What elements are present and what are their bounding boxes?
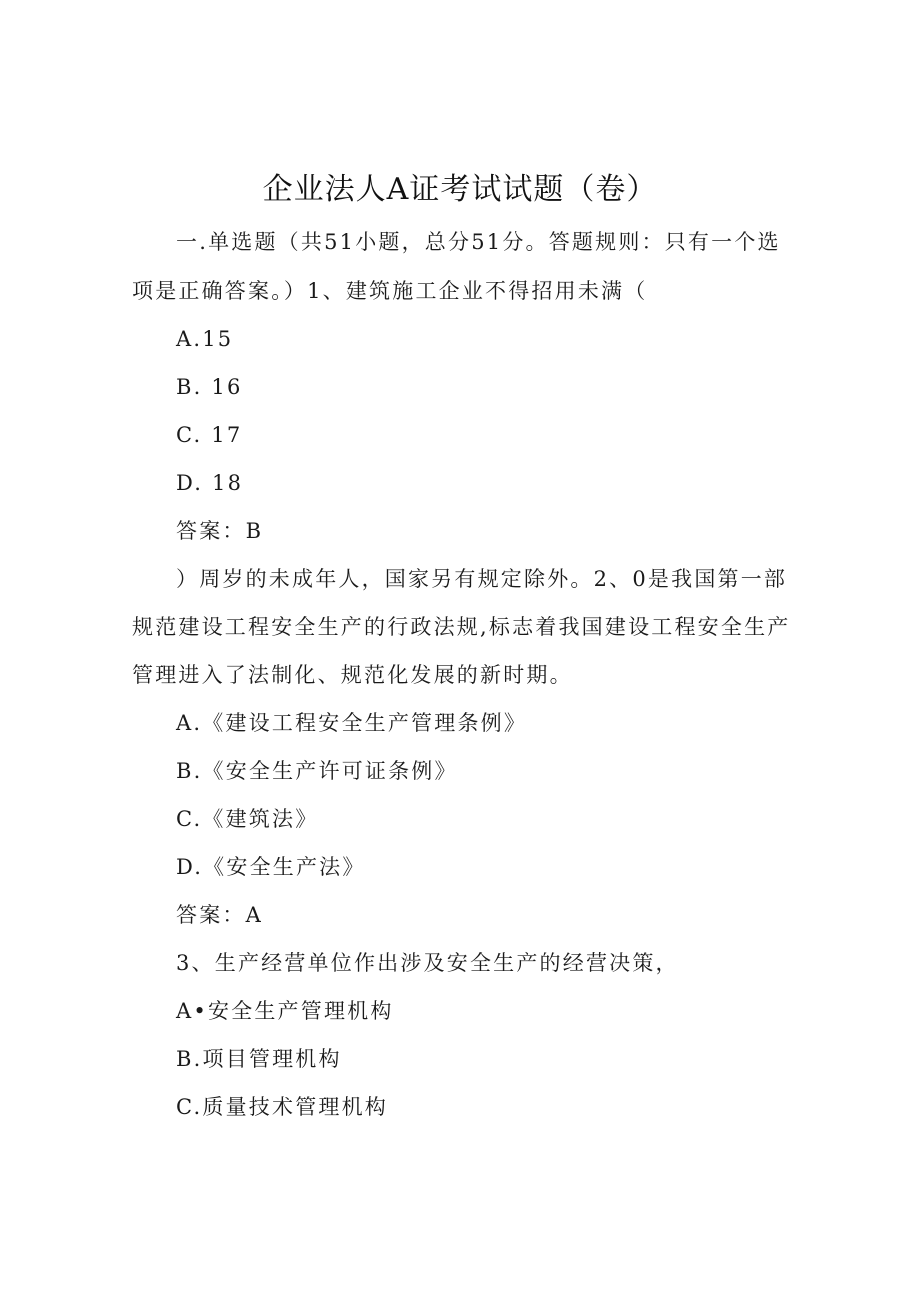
- q2-option-d: D.《安全生产法》: [176, 855, 366, 879]
- q2-stem-line-1: ）周岁的未成年人，国家另有规定除外。2、0是我国第一部: [176, 567, 788, 591]
- section-intro-line-1: 一.单选题（共51小题，总分51分。答题规则：只有一个选: [176, 230, 781, 254]
- q2-option-c: C.《建筑法》: [176, 807, 319, 831]
- q3-option-c: C.质量技术管理机构: [176, 1095, 388, 1119]
- q2-stem-line-2: 规范建设工程安全生产的行政法规,标志着我国建设工程安全生产: [132, 615, 791, 639]
- q2-answer: 答案：A: [176, 903, 263, 927]
- section-intro-line-2: 项是正确答案。）1、建筑施工企业不得招用未满（: [132, 279, 648, 303]
- document-title: 企业法人A证考试试题（卷）: [262, 172, 658, 207]
- q3-option-a: A•安全生产管理机构: [176, 999, 394, 1023]
- q1-answer: 答案：B: [176, 519, 264, 543]
- q1-option-d: D. 18: [176, 471, 244, 495]
- q3-stem: 3、生产经营单位作出涉及安全生产的经营决策，: [176, 951, 679, 975]
- q1-option-a: A.15: [176, 327, 234, 351]
- q2-option-a: A.《建设工程安全生产管理条例》: [176, 711, 528, 735]
- q3-option-b: B.项目管理机构: [176, 1047, 342, 1071]
- q2-option-b: B.《安全生产许可证条例》: [176, 759, 458, 783]
- q1-option-c: C. 17: [176, 423, 243, 447]
- q1-option-b: B. 16: [176, 375, 243, 399]
- q2-stem-line-3: 管理进入了法制化、规范化发展的新时期。: [132, 663, 573, 687]
